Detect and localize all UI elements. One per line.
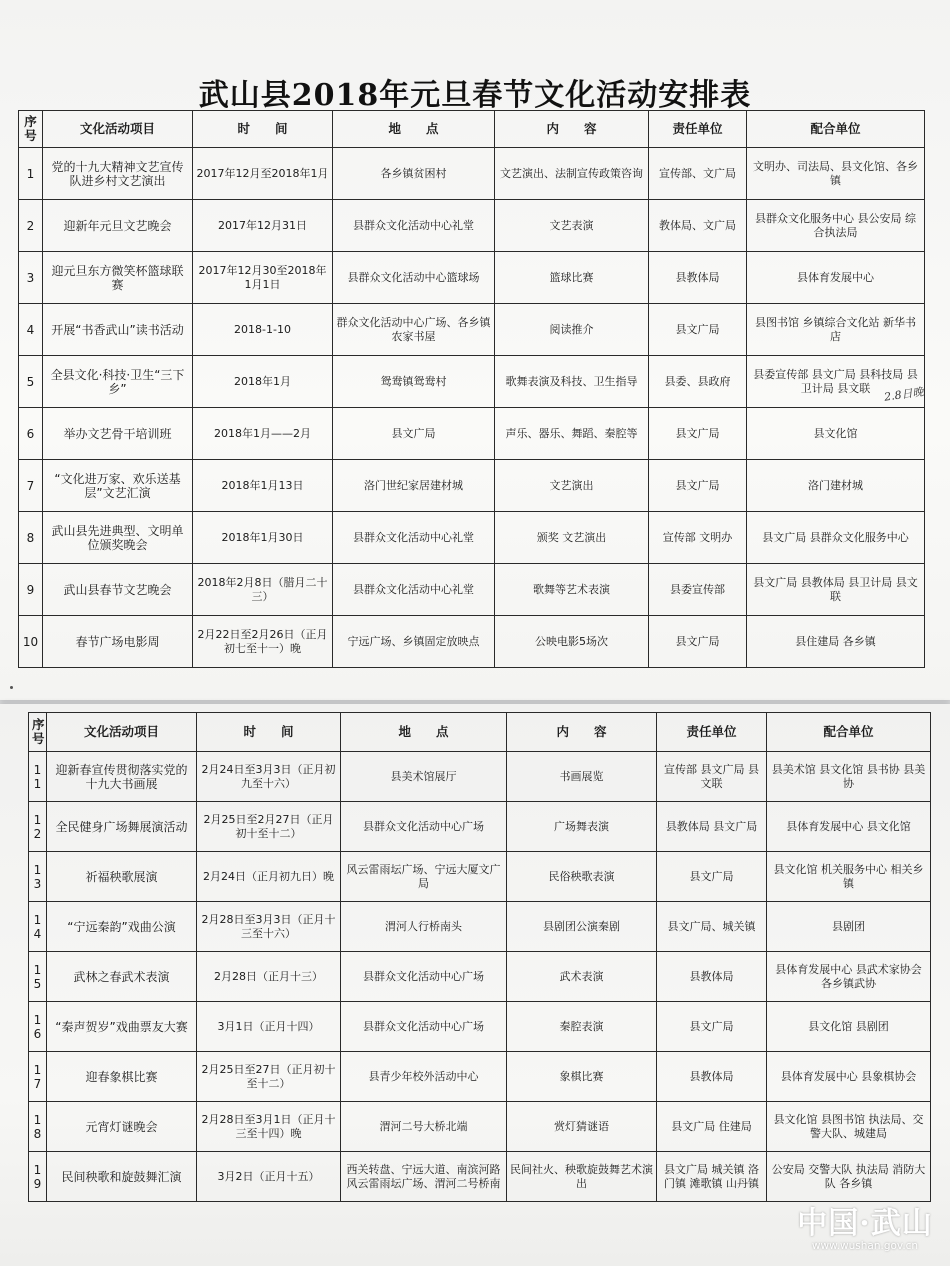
table-row	[29, 852, 931, 902]
table-row	[19, 616, 925, 668]
cell-cooperating: 县文广局 县教体局 县卫计局 县文联	[747, 564, 925, 616]
cell-project: 武林之春武术表演	[47, 952, 197, 1002]
cell-time: 2月24日（正月初九日）晚	[197, 852, 341, 902]
cell-content: 民间社火、秧歌旋鼓舞艺术演出	[507, 1152, 657, 1202]
cell-location: 县群众文化活动中心广场	[341, 952, 507, 1002]
column-header: 时 间	[197, 713, 341, 752]
cell-index: 10	[19, 616, 43, 668]
cell-index: 9	[19, 564, 43, 616]
cell-responsible: 宣传部 县文广局 县文联	[657, 752, 767, 802]
cell-location: 西关转盘、宁远大道、南滨河路 风云雷雨坛广场、渭河二号桥南	[341, 1152, 507, 1202]
cell-location: 县文广局	[333, 408, 495, 460]
cell-index: 8	[19, 512, 43, 564]
cell-content: 阅读推介	[495, 304, 649, 356]
page-mark	[10, 686, 13, 689]
cell-cooperating: 县体育发展中心 县象棋协会	[767, 1052, 931, 1102]
header-row	[19, 111, 925, 148]
cell-responsible: 县文广局	[649, 616, 747, 668]
cell-index: 5	[19, 356, 43, 408]
cell-cooperating: 县体育发展中心	[747, 252, 925, 304]
cell-index: 2	[19, 200, 43, 252]
cell-cooperating: 县群众文化服务中心 县公安局 综合执法局	[747, 200, 925, 252]
cell-project: 祈福秧歌展演	[47, 852, 197, 902]
cell-content: 秦腔表演	[507, 1002, 657, 1052]
cell-project: 元宵灯谜晚会	[47, 1102, 197, 1152]
column-header: 配合单位	[767, 713, 931, 752]
cell-content: 篮球比赛	[495, 252, 649, 304]
cell-content: 书画展览	[507, 752, 657, 802]
cell-time: 2018年1月30日	[193, 512, 333, 564]
table-row	[29, 752, 931, 802]
cell-time: 2月25日至2月27日（正月初十至十二）	[197, 802, 341, 852]
cell-index: 17	[29, 1052, 47, 1102]
cell-location: 鸳鸯镇鸳鸯村	[333, 356, 495, 408]
cell-cooperating: 县剧团	[767, 902, 931, 952]
cell-time: 2017年12月31日	[193, 200, 333, 252]
cell-cooperating: 县文化馆	[747, 408, 925, 460]
cell-time: 2018年1月	[193, 356, 333, 408]
cell-time: 2018年2月8日（腊月二十三）	[193, 564, 333, 616]
table-row	[29, 902, 931, 952]
cell-index: 16	[29, 1002, 47, 1052]
cell-time: 2月25日至27日（正月初十至十二）	[197, 1052, 341, 1102]
watermark-url: www.wushan.gov.cn	[811, 1240, 919, 1252]
cell-index: 13	[29, 852, 47, 902]
cell-project: 迎新春宣传贯彻落实党的十九大书画展	[47, 752, 197, 802]
cell-content: 歌舞表演及科技、卫生指导	[495, 356, 649, 408]
cell-index: 3	[19, 252, 43, 304]
cell-content: 公映电影5场次	[495, 616, 649, 668]
watermark-logo: 中国·武山	[797, 1206, 933, 1241]
cell-project: 武山县先进典型、文明单位颁奖晚会	[43, 512, 193, 564]
column-header: 内 容	[507, 713, 657, 752]
cell-responsible: 县教体局 县文广局	[657, 802, 767, 852]
cell-cooperating: 洛门建材城	[747, 460, 925, 512]
cell-location: 渭河二号大桥北端	[341, 1102, 507, 1152]
cell-project: 全县文化·科技·卫生“三下乡”	[43, 356, 193, 408]
cell-index: 7	[19, 460, 43, 512]
table-row	[29, 952, 931, 1002]
cell-content: 民俗秧歌表演	[507, 852, 657, 902]
cell-project: “文化进万家、欢乐送基层”文艺汇演	[43, 460, 193, 512]
cell-content: 象棋比赛	[507, 1052, 657, 1102]
cell-time: 3月1日（正月十四）	[197, 1002, 341, 1052]
column-header: 配合单位	[747, 111, 925, 148]
column-header: 序号	[19, 111, 43, 148]
cell-responsible: 宣传部、文广局	[649, 148, 747, 200]
schedule-table-page-1	[18, 110, 925, 668]
table-row	[29, 1152, 931, 1202]
cell-location: 县美术馆展厅	[341, 752, 507, 802]
cell-location: 宁远广场、乡镇固定放映点	[333, 616, 495, 668]
column-header: 内 容	[495, 111, 649, 148]
cell-location: 县群众文化活动中心广场	[341, 1002, 507, 1052]
cell-time: 2018年1月——2月	[193, 408, 333, 460]
cell-responsible: 县文广局	[649, 460, 747, 512]
cell-location: 县群众文化活动中心礼堂	[333, 564, 495, 616]
cell-time: 2月28日至3月1日（正月十三至十四）晚	[197, 1102, 341, 1152]
cell-content: 歌舞等艺术表演	[495, 564, 649, 616]
cell-index: 15	[29, 952, 47, 1002]
cell-time: 2018-1-10	[193, 304, 333, 356]
cell-content: 文艺演出	[495, 460, 649, 512]
cell-location: 县群众文化活动中心礼堂	[333, 512, 495, 564]
cell-index: 11	[29, 752, 47, 802]
cell-time: 2月28日至3月3日（正月十三至十六）	[197, 902, 341, 952]
cell-project: 民间秧歌和旋鼓舞汇演	[47, 1152, 197, 1202]
cell-index: 19	[29, 1152, 47, 1202]
cell-responsible: 县文广局	[649, 304, 747, 356]
cell-responsible: 县教体局	[649, 252, 747, 304]
cell-content: 文艺表演	[495, 200, 649, 252]
cell-time: 3月2日（正月十五）	[197, 1152, 341, 1202]
cell-cooperating: 公安局 交警大队 执法局 消防大队 各乡镇	[767, 1152, 931, 1202]
cell-project: 迎元旦东方微笑杯篮球联赛	[43, 252, 193, 304]
table-row	[29, 1102, 931, 1152]
table-row	[29, 1002, 931, 1052]
handwritten-note: 2.8日晚	[883, 385, 925, 404]
table-row	[19, 200, 925, 252]
column-header: 时 间	[193, 111, 333, 148]
cell-project: 迎新年元旦文艺晚会	[43, 200, 193, 252]
table-row	[19, 408, 925, 460]
cell-index: 12	[29, 802, 47, 852]
cell-cooperating: 县委宣传部 县文广局 县科技局 县卫计局 县文联	[747, 356, 925, 408]
table-row	[19, 564, 925, 616]
site-watermark	[790, 1198, 940, 1252]
cell-cooperating: 县体育发展中心 县文化馆	[767, 802, 931, 852]
cell-responsible: 县教体局	[657, 1052, 767, 1102]
cell-cooperating: 文明办、司法局、县文化馆、各乡镇	[747, 148, 925, 200]
cell-time: 2月24日至3月3日（正月初九至十六）	[197, 752, 341, 802]
cell-location: 洛门世纪家居建材城	[333, 460, 495, 512]
cell-cooperating: 县文广局 县群众文化服务中心	[747, 512, 925, 564]
cell-project: 武山县春节文艺晚会	[43, 564, 193, 616]
table-row	[19, 512, 925, 564]
cell-content: 声乐、器乐、舞蹈、秦腔等	[495, 408, 649, 460]
cell-project: 开展“书香武山”读书活动	[43, 304, 193, 356]
cell-responsible: 县文广局	[657, 1002, 767, 1052]
document-title: 武山县2018年元旦春节文化活动安排表	[198, 78, 752, 113]
table-row	[19, 304, 925, 356]
cell-time: 2018年1月13日	[193, 460, 333, 512]
cell-responsible: 县文广局 城关镇 洛门镇 滩歌镇 山丹镇	[657, 1152, 767, 1202]
cell-content: 赏灯猜谜语	[507, 1102, 657, 1152]
cell-project: 举办文艺骨干培训班	[43, 408, 193, 460]
table-row	[29, 802, 931, 852]
cell-location: 县青少年校外活动中心	[341, 1052, 507, 1102]
cell-content: 文艺演出、法制宣传政策咨询	[495, 148, 649, 200]
column-header: 文化活动项目	[43, 111, 193, 148]
cell-location: 风云雷雨坛广场、宁远大厦文广局	[341, 852, 507, 902]
cell-time: 2017年12月30至2018年1月1日	[193, 252, 333, 304]
cell-content: 广场舞表演	[507, 802, 657, 852]
cell-content: 县剧团公演秦剧	[507, 902, 657, 952]
cell-index: 6	[19, 408, 43, 460]
column-header: 序号	[29, 713, 47, 752]
table-row	[19, 460, 925, 512]
cell-cooperating: 县文化馆 县剧团	[767, 1002, 931, 1052]
cell-responsible: 宣传部 文明办	[649, 512, 747, 564]
cell-index: 18	[29, 1102, 47, 1152]
table-row	[19, 356, 925, 408]
cell-time: 2017年12月至2018年1月	[193, 148, 333, 200]
cell-project: “宁远秦韵”戏曲公演	[47, 902, 197, 952]
cell-time: 2月22日至2月26日（正月初七至十一）晚	[193, 616, 333, 668]
cell-cooperating: 县文化馆 机关服务中心 相关乡镇	[767, 852, 931, 902]
cell-cooperating: 县体育发展中心 县武术家协会 各乡镇武协	[767, 952, 931, 1002]
cell-location: 群众文化活动中心广场、各乡镇农家书屋	[333, 304, 495, 356]
cell-cooperating: 县图书馆 乡镇综合文化站 新华书店	[747, 304, 925, 356]
cell-time: 2月28日（正月十三）	[197, 952, 341, 1002]
cell-index: 1	[19, 148, 43, 200]
cell-project: 党的十九大精神文艺宣传队进乡村文艺演出	[43, 148, 193, 200]
cell-responsible: 县文广局、城关镇	[657, 902, 767, 952]
cell-location: 县群众文化活动中心礼堂	[333, 200, 495, 252]
cell-cooperating: 县美术馆 县文化馆 县书协 县美协	[767, 752, 931, 802]
cell-responsible: 教体局、文广局	[649, 200, 747, 252]
table-row	[19, 252, 925, 304]
cell-responsible: 县文广局	[649, 408, 747, 460]
cell-responsible: 县文广局	[657, 852, 767, 902]
cell-content: 武术表演	[507, 952, 657, 1002]
column-header: 文化活动项目	[47, 713, 197, 752]
schedule-table-page-2	[28, 712, 931, 1202]
cell-project: “秦声贺岁”戏曲票友大赛	[47, 1002, 197, 1052]
cell-project: 迎春象棋比赛	[47, 1052, 197, 1102]
cell-project: 全民健身广场舞展演活动	[47, 802, 197, 852]
cell-location: 县群众文化活动中心篮球场	[333, 252, 495, 304]
cell-responsible: 县教体局	[657, 952, 767, 1002]
column-header: 责任单位	[649, 111, 747, 148]
header-row	[29, 713, 931, 752]
cell-location: 各乡镇贫困村	[333, 148, 495, 200]
cell-content: 颁奖 文艺演出	[495, 512, 649, 564]
cell-location: 县群众文化活动中心广场	[341, 802, 507, 852]
column-header: 地 点	[341, 713, 507, 752]
cell-project: 春节广场电影周	[43, 616, 193, 668]
column-header: 地 点	[333, 111, 495, 148]
document-page-2	[0, 704, 950, 1266]
cell-responsible: 县委、县政府	[649, 356, 747, 408]
cell-cooperating: 县文化馆 县图书馆 执法局、交警大队、城建局	[767, 1102, 931, 1152]
table-row	[29, 1052, 931, 1102]
cell-responsible: 县委宣传部	[649, 564, 747, 616]
cell-index: 14	[29, 902, 47, 952]
cell-index: 4	[19, 304, 43, 356]
column-header: 责任单位	[657, 713, 767, 752]
table-row	[19, 148, 925, 200]
cell-cooperating: 县住建局 各乡镇	[747, 616, 925, 668]
cell-responsible: 县文广局 住建局	[657, 1102, 767, 1152]
cell-location: 渭河人行桥南头	[341, 902, 507, 952]
